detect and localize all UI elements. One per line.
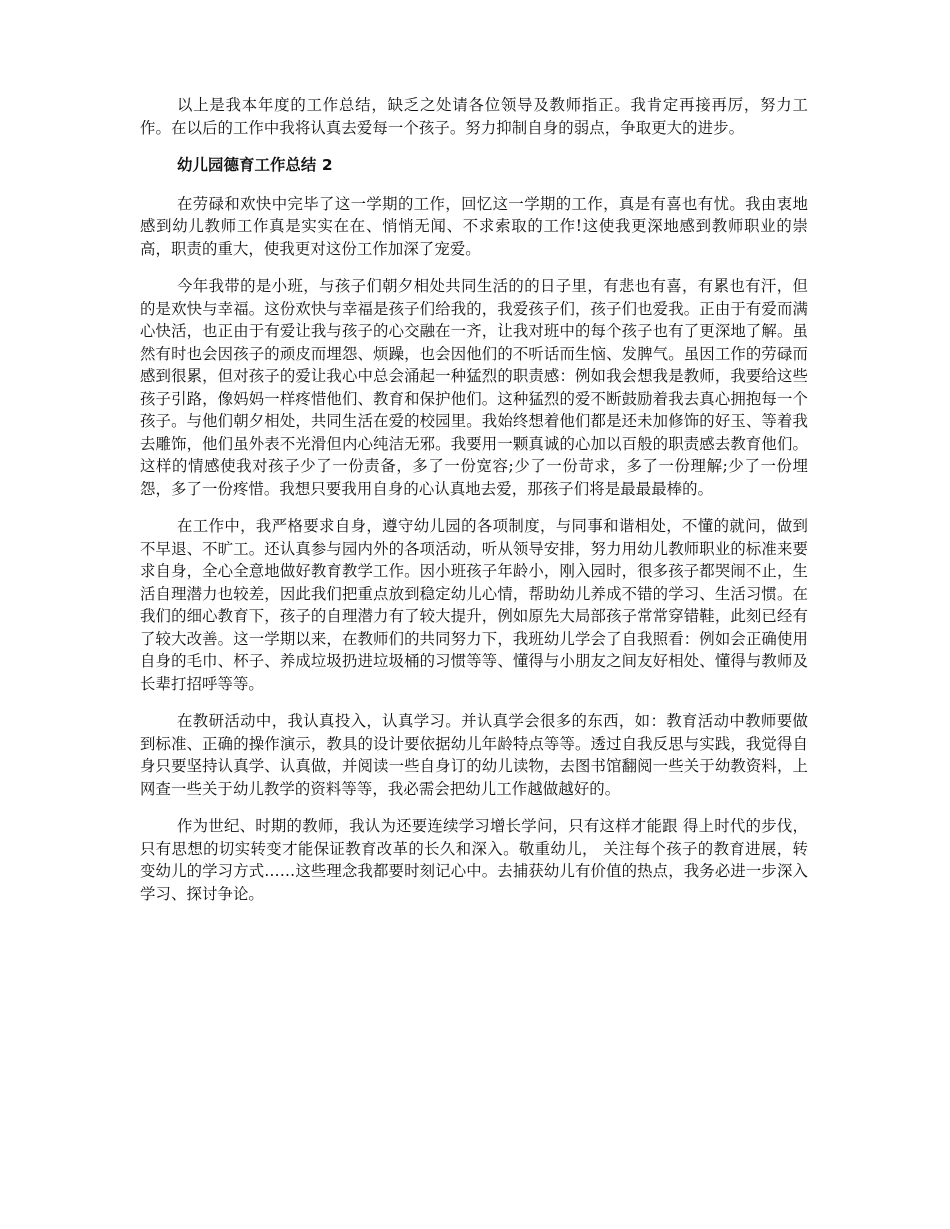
body-paragraph-1: 在劳碌和欢快中完毕了这一学期的工作，回忆这一学期的工作，真是有喜也有忧。我由衷地感到幼儿教师工作真是实实在在、悄悄无闻、不求索取的工作!这使我更深地感到教师职业的崇高，职责的重大，使我更对这份工作加深了宠爱。 <box>140 194 808 258</box>
body-paragraph-3: 在工作中，我严格要求自身，遵守幼儿园的各项制度，与同事和谐相处，不懂的就问，做到不早退、不旷工。还认真参与园内外的各项活动，听从领导安排，努力用幼儿教师职业的标准来要求自身，全心全意地做好教育教学工作。因小班孩子年龄小，刚入园时，很多孩子都哭闹不止，生活自理潜力也较差，因此我们把重点放到稳定幼儿心情，帮助幼儿养成不错的学习、生活习惯。在我们的细心教育下，孩子的自理潜力有了较大提升，例如原先大局部孩子常常穿错鞋，此刻已经有了较大改善。这一学期以来，在教师们的共同努力下，我班幼儿学会了自我照看：例如会正确使用自身的毛巾、杯子、养成垃圾扔进垃圾桶的习惯等等、懂得与小朋友之间友好相处、懂得与教师及长辈打招呼等等。 <box>140 517 808 693</box>
body-paragraph-5: 作为世纪、时期的教师，我认为还要连续学习增长学问，只有这样才能跟 得上时代的步伐，只有思想的切实转变才能保证教育改革的长久和深入。敬重幼儿， 关注每个孩子的教育进展，转变幼儿的学习方式……这些理念我都要时刻记心中。去捕获幼儿有价值的热点，我务必进一步深入学习、探讨争论。 <box>140 817 808 903</box>
body-paragraph-2: 今年我带的是小班，与孩子们朝夕相处共同生活的的日子里，有悲也有喜，有累也有汗，但的是欢快与幸福。这份欢快与幸福是孩子们给我的，我爱孩子们，孩子们也爱我。正由于有爱而满心快活，也正由于有爱让我与孩子的心交融在一齐，让我对班中的每个孩子也有了更深地了解。虽然有时也会因孩子的顽皮而埋怨、烦躁，也会因他们的不听话而生恼、发脾气。虽因工作的劳碌而感到很累，但对孩子的爱让我心中总会涌起一种猛烈的职责感：例如我会想我是教师，我要给这些孩子引路，像妈妈一样疼惜他们、教育和保护他们。这种猛烈的爱不断鼓励着我去真心拥抱每一个孩子。与他们朝夕相处，共同生活在爱的校园里。我始终想着他们都是还未加修饰的好玉、等着我去雕饰，他们虽外表不光滑但内心纯洁无邪。我要用一颗真诚的心加以百般的职责感去教育他们。这样的情感使我对孩子少了一份责备，多了一份宽容;少了一份苛求，多了一份理解;少了一份埋怨，多了一份疼惜。我想只要我用自身的心认真地去爱，那孩子们将是最最最棒的。 <box>140 277 808 498</box>
body-paragraph-4: 在教研活动中，我认真投入，认真学习。并认真学会很多的东西，如：教育活动中教师要做到标准、正确的操作演示，教具的设计要依据幼儿年龄特点等等。透过自我反思与实践，我觉得自身只要坚持认真学、认真做，并阅读一些自身订的幼儿读物，去图书馆翻阅一些关于幼教资料，上网查一些关于幼儿教学的资料等等，我必需会把幼儿工作越做越好的。 <box>140 712 808 798</box>
document-page <box>140 94 808 920</box>
section-heading: 幼儿园德育工作总结 2 <box>177 156 333 174</box>
intro-paragraph: 以上是我本年度的工作总结，缺乏之处请各位领导及教师指正。我肯定再接再厉，努力工作。在以后的工作中我将认真去爱每一个孩子。努力抑制自身的弱点，争取更大的进步。 <box>140 96 808 137</box>
